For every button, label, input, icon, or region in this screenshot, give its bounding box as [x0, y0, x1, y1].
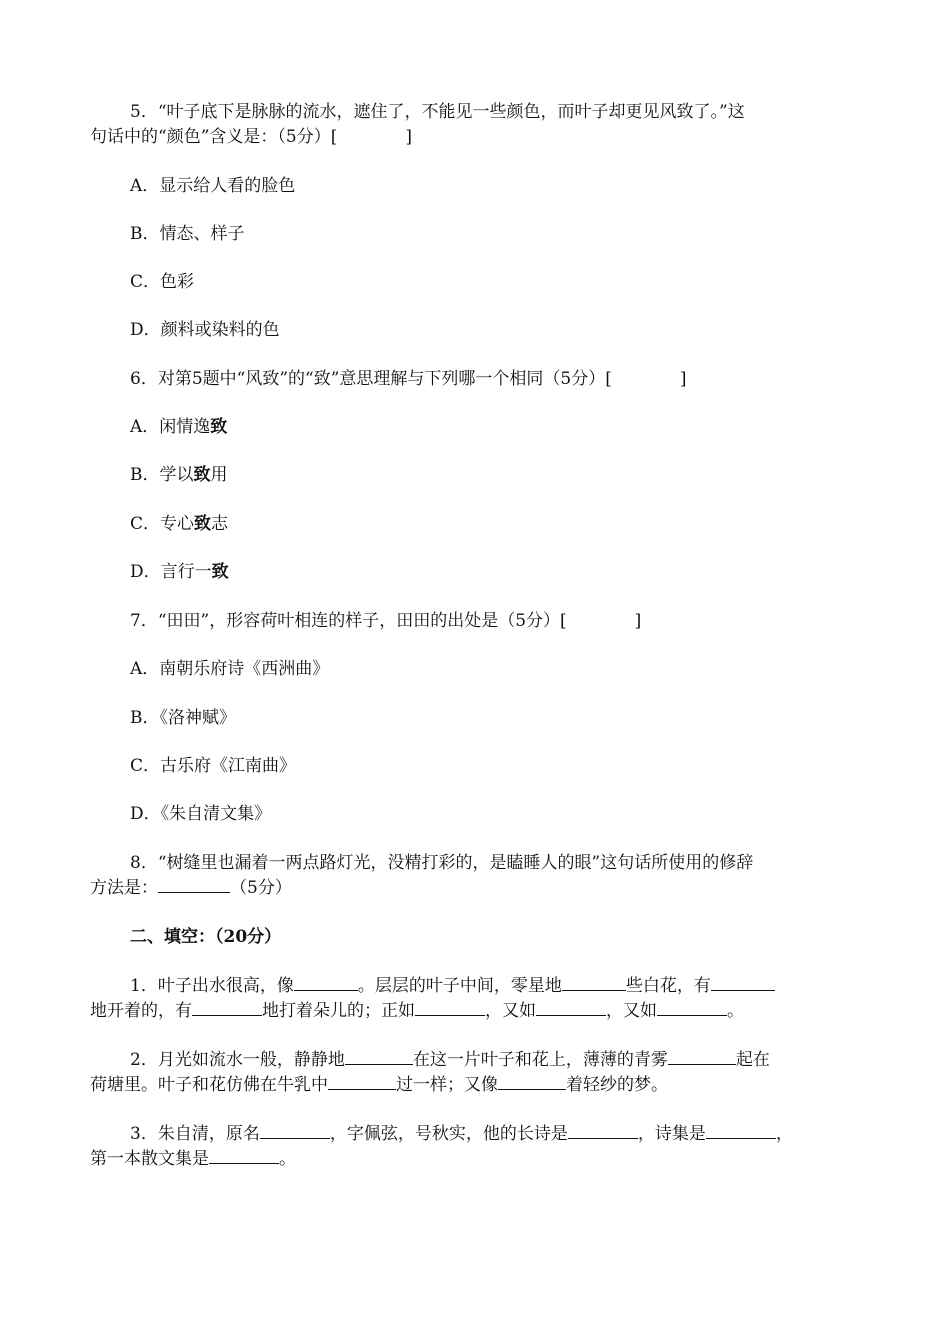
fill-text: 地开着的，有: [90, 1001, 192, 1021]
option-keyword: 致: [194, 514, 212, 534]
answer-blank[interactable]: [562, 974, 626, 991]
question-8-score: （5分）: [230, 878, 292, 898]
option-text: D．言行一: [130, 562, 212, 582]
answer-blank[interactable]: [345, 1048, 413, 1065]
fill-text: 地打着朵儿的；正如: [262, 1001, 415, 1021]
question-8-line-2: [90, 876, 860, 901]
question-7-option-c: C．古乐府《江南曲》: [130, 756, 297, 776]
question-7-option-a: A．南朝乐府诗《西洲曲》: [130, 659, 330, 679]
fill-2-line-2: [90, 1073, 860, 1098]
answer-blank[interactable]: [328, 1073, 396, 1090]
option-text: B．学以: [130, 465, 194, 485]
fill-text: ，诗集是: [637, 1124, 706, 1144]
fill-1-line-2: [90, 999, 860, 1024]
answer-blank[interactable]: [498, 1073, 566, 1090]
question-8-prompt: 方法是：: [90, 878, 158, 898]
question-7-option-d: D．《朱自清文集》: [130, 804, 272, 824]
fill-text: 过一样；又像: [396, 1075, 498, 1095]
question-7-option-b: B．《洛神赋》: [130, 708, 236, 728]
answer-blank[interactable]: [192, 999, 262, 1016]
answer-blank[interactable]: [260, 1122, 330, 1139]
question-6-option-c: [130, 512, 830, 537]
fill-text: 第一本散文集是: [90, 1149, 209, 1169]
fill-text: 。层层的叶子中间，零星地: [357, 976, 562, 996]
fill-text: 荷塘里。叶子和花仿佛在牛乳中: [90, 1075, 328, 1095]
question-6-option-d: [130, 560, 830, 585]
fill-text: ，又如: [485, 1001, 536, 1021]
fill-2-line-1: [90, 1048, 860, 1073]
answer-blank[interactable]: [209, 1147, 279, 1164]
question-5-option-c: C．色彩: [130, 272, 195, 292]
option-text: 用: [210, 465, 228, 485]
fill-text: ，: [775, 1124, 793, 1144]
option-keyword: 致: [210, 417, 228, 437]
answer-blank[interactable]: [568, 1122, 638, 1139]
question-5-option-a: A．显示给人看的脸色: [130, 176, 296, 196]
question-7-text: 7．“田田”，形容荷叶相连的样子，田田的出处是（5分）[ ]: [130, 611, 642, 631]
fill-text: 起在: [735, 1050, 770, 1070]
option-text: C．专心: [130, 514, 195, 534]
question-5-line-2: 句话中的“颜色”含义是：（5分）[ ]: [90, 127, 412, 147]
answer-blank[interactable]: [536, 999, 606, 1016]
answer-blank[interactable]: [711, 974, 775, 991]
fill-text: ，又如: [606, 1001, 657, 1021]
answer-blank[interactable]: [158, 876, 230, 893]
fill-3-line-1: [90, 1122, 860, 1147]
fill-text: 着轻纱的梦。: [566, 1075, 668, 1095]
answer-blank[interactable]: [657, 999, 727, 1016]
fill-text: 1．叶子出水很高，像: [130, 976, 294, 996]
fill-text: ，字佩弦，号秋实，他的长诗是: [329, 1124, 568, 1144]
fill-text: 2．月光如流水一般，静静地: [130, 1050, 345, 1070]
question-5-option-b: B．情态、样子: [130, 224, 245, 244]
fill-text: 3．朱自清，原名: [130, 1124, 260, 1144]
fill-1-line-1: [90, 974, 860, 999]
section-2-heading: 二、填空：（20分）: [130, 927, 282, 947]
option-keyword: 致: [193, 465, 211, 485]
option-text: 志: [211, 514, 229, 534]
question-6-option-a: [130, 415, 830, 440]
question-5-line-1: 5．“叶子底下是脉脉的流水，遮住了，不能见一些颜色，而叶子却更见风致了。”这: [130, 102, 745, 122]
answer-blank[interactable]: [668, 1048, 736, 1065]
answer-blank[interactable]: [415, 999, 485, 1016]
question-6-text: 6．对第5题中“风致”的“致”意思理解与下列哪一个相同（5分）[ ]: [130, 369, 687, 389]
fill-text: 些白花，有: [625, 976, 711, 996]
fill-text: 。: [727, 1001, 744, 1021]
answer-blank[interactable]: [706, 1122, 776, 1139]
question-6-option-b: [130, 463, 830, 488]
option-keyword: 致: [211, 562, 229, 582]
fill-3-line-2: [90, 1147, 860, 1172]
option-text: A．闲情逸: [130, 417, 211, 437]
fill-text: 在这一片叶子和花上，薄薄的青雾: [412, 1050, 668, 1070]
question-8-line-1: 8．“树缝里也漏着一两点路灯光，没精打彩的，是瞌睡人的眼”这句话所使用的修辞: [130, 853, 754, 873]
question-5-option-d: D．颜料或染料的色: [130, 320, 280, 340]
fill-text: 。: [279, 1149, 296, 1169]
answer-blank[interactable]: [294, 974, 358, 991]
